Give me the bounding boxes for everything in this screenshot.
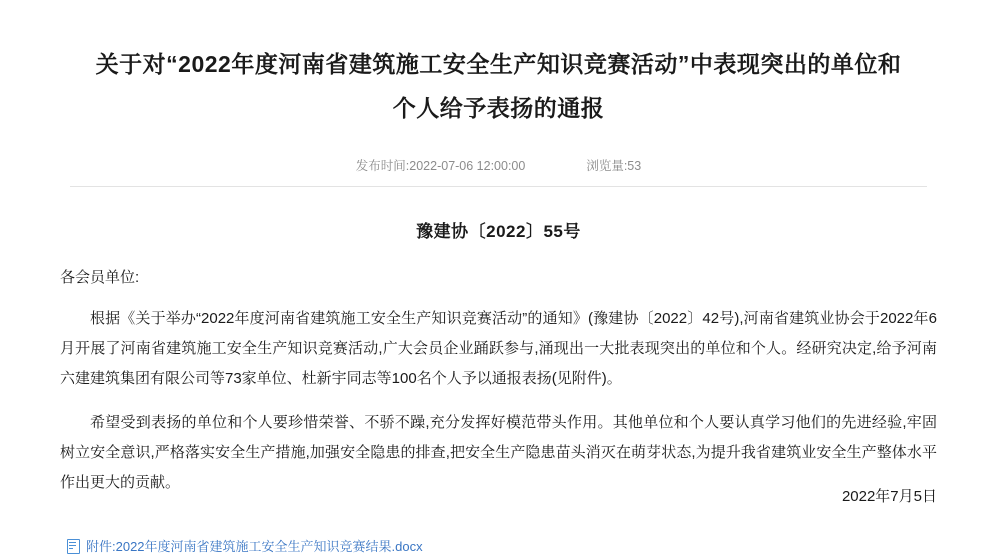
- attachment-row[interactable]: [66, 536, 957, 555]
- salutation: 各会员单位:: [60, 269, 140, 286]
- document-body: [60, 266, 937, 498]
- document-attachment-icon: [66, 539, 80, 553]
- view-count: 浏览量:53: [586, 159, 642, 173]
- document-meta: [70, 156, 927, 187]
- page-title: 关于对“2022年度河南省建筑施工安全生产知识竞赛活动”中表现突出的单位和个人给予表扬的通报: [95, 51, 902, 121]
- document-number: 豫建协〔2022〕55号: [416, 222, 581, 241]
- body-paragraph-2: 希望受到表扬的单位和个人要珍惜荣誉、不骄不躁,充分发挥好模范带头作用。其他单位和个人要认真学习他们的先进经验,牢固树立安全意识,严格落实安全生产措施,加强安全隐患的排查,把安全生产隐患苗头消灭在萌芽状态,为提升我省建筑业安全生产整体水平作出更大的贡献。: [60, 414, 937, 491]
- sign-date: 2022年7月5日: [841, 488, 937, 505]
- body-paragraph-1: 根据《关于举办“2022年度河南省建筑施工安全生产知识竞赛活动”的通知》(豫建协〔2022〕42号),河南省建筑业协会于2022年6月开展了河南省建筑施工安全生产知识竞赛活动,广大会员企业踊跃参与,涌现出一大批表现突出的单位和个人。经研究决定,给予河南六建建筑集团有限公司等73家单位、杜新宇同志等100名个人予以通报表扬(见附件)。: [60, 310, 937, 387]
- publish-time: 发布时间:2022-07-06 12:00:00: [355, 159, 526, 173]
- attachment-link[interactable]: 附件:2022年度河南省建筑施工安全生产知识竞赛结果.docx: [86, 539, 423, 554]
